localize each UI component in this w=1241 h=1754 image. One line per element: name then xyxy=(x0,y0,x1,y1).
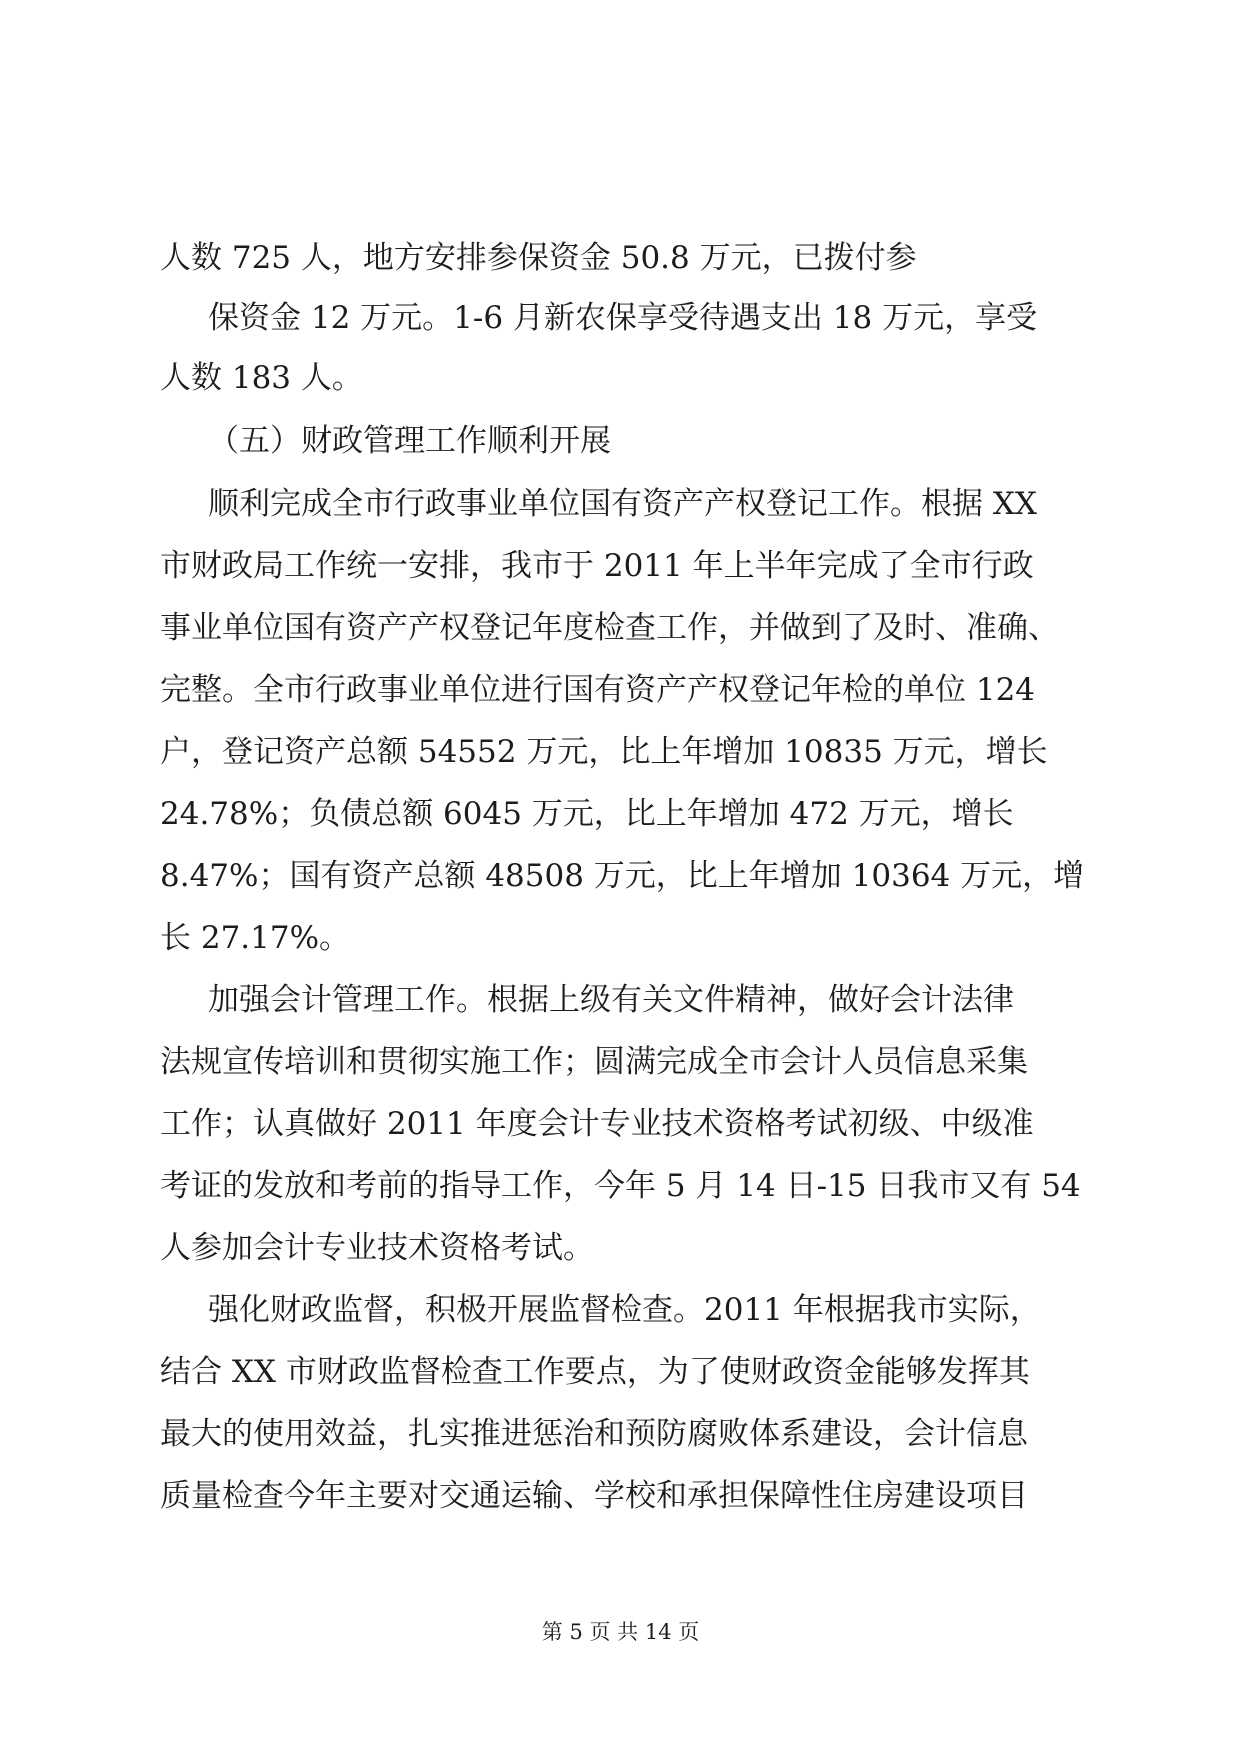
text-line-13: 加强会计管理工作。根据上级有关文件精神，做好会计法律 xyxy=(208,982,1014,1018)
text-line-19: 结合 XX 市财政监督检查工作要点，为了使财政资金能够发挥其 xyxy=(160,1354,1030,1390)
text-line-21: 质量检查今年主要对交通运输、学校和承担保障性住房建设项目 xyxy=(160,1478,1028,1514)
text-line-15: 工作；认真做好 2011 年度会计专业技术资格考试初级、中级准 xyxy=(160,1106,1034,1142)
text-line-8: 完整。全市行政事业单位进行国有资产产权登记年检的单位 124 xyxy=(160,672,1036,708)
text-line-10: 24.78%；负债总额 6045 万元，比上年增加 472 万元，增长 xyxy=(160,796,1014,832)
text-line-18: 强化财政监督，积极开展监督检查。2011 年根据我市实际， xyxy=(208,1292,1041,1328)
section-heading: （五）财政管理工作顺利开展 xyxy=(208,423,611,459)
page-footer: 第 5 页 共 14 页 xyxy=(541,1620,700,1644)
text-line-7: 事业单位国有资产产权登记年度检查工作，并做到了及时、准确、 xyxy=(160,610,1059,646)
text-line-2: 保资金 12 万元。1-6 月新农保享受待遇支出 18 万元，享受 xyxy=(208,300,1038,336)
text-line-14: 法规宣传培训和贯彻实施工作；圆满完成全市会计人员信息采集 xyxy=(160,1044,1028,1080)
text-line-17: 人参加会计专业技术资格考试。 xyxy=(160,1230,594,1266)
text-line-20: 最大的使用效益，扎实推进惩治和预防腐败体系建设，会计信息 xyxy=(160,1416,1028,1452)
text-line-12: 长 27.17%。 xyxy=(160,920,351,956)
text-line-9: 户，登记资产总额 54552 万元，比上年增加 10835 万元，增长 xyxy=(160,734,1048,770)
text-line-1: 人数 725 人，地方安排参保资金 50.8 万元，已拨付参 xyxy=(160,240,917,276)
text-line-6: 市财政局工作统一安排，我市于 2011 年上半年完成了全市行政 xyxy=(160,548,1034,584)
text-line-16: 考证的发放和考前的指导工作，今年 5 月 14 日-15 日我市又有 54 xyxy=(160,1168,1081,1204)
text-line-11: 8.47%；国有资产总额 48508 万元，比上年增加 10364 万元，增 xyxy=(160,858,1085,894)
text-line-5: 顺利完成全市行政事业单位国有资产产权登记工作。根据 XX xyxy=(208,486,1037,522)
text-line-3: 人数 183 人。 xyxy=(160,360,363,396)
